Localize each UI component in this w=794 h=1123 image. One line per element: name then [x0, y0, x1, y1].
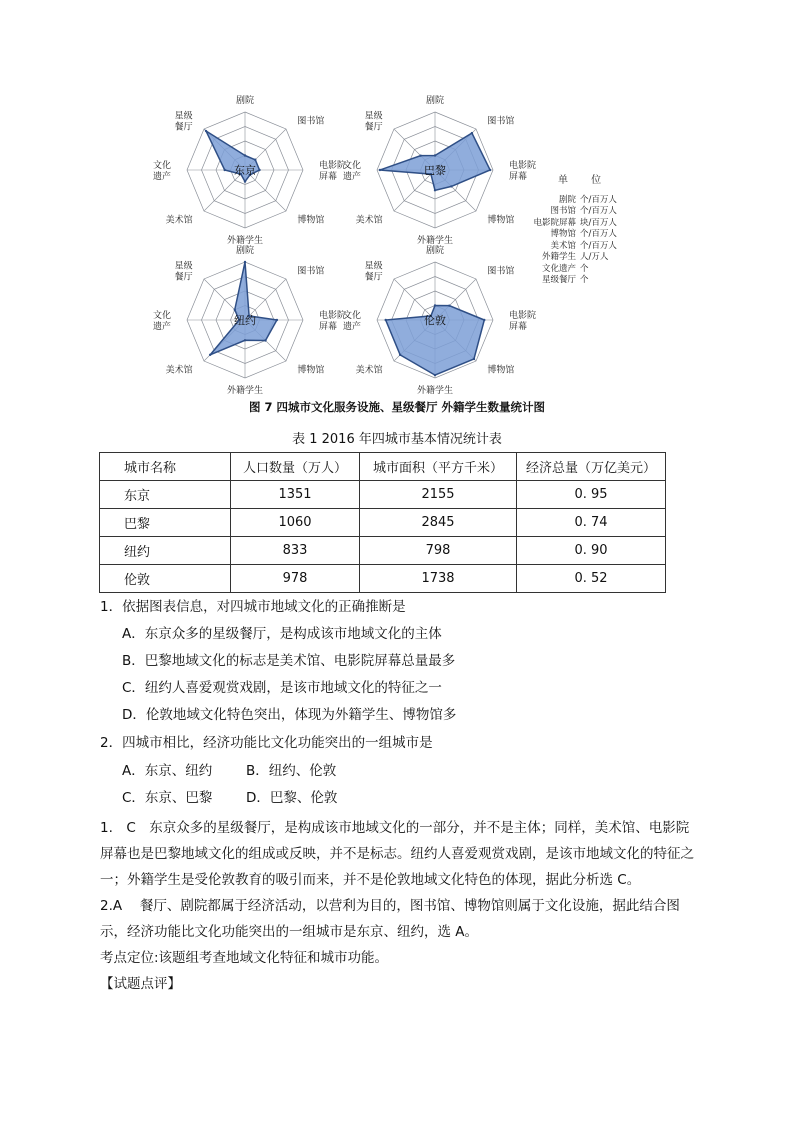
answer-2: 2.A 餐厅、剧院都属于经济活动，以营利为目的，图书馆、博物馆则属于文化设施，据此结合图示，经济功能比文化功能突出的一组城市是东京、纽约，选 A。	[100, 898, 680, 940]
radar-axis-label: 美术馆	[165, 215, 193, 226]
radar-axis-label: 文化遗产	[342, 161, 361, 182]
radar-axis-label: 星级餐厅	[364, 261, 383, 283]
radar-point	[419, 154, 421, 156]
radar-axis-label: 图书馆	[297, 116, 325, 127]
question-1-option-b: B．巴黎地域文化的标志是美术馆、电影院屏幕总量最多	[122, 653, 456, 669]
table-row	[100, 565, 666, 593]
cell-economy: 0. 95	[517, 481, 666, 509]
radar-point	[244, 261, 246, 263]
radar-axis-label: 外籍学生	[416, 236, 454, 246]
radar-axis-label: 文化遗产	[152, 161, 171, 182]
radar-axis-label: 电影院屏幕	[509, 161, 537, 182]
radar-point	[264, 339, 266, 341]
radar-point	[483, 319, 485, 321]
unit-value: 个/百万人	[580, 240, 617, 251]
radar-axis-label: 外籍学生	[226, 236, 264, 246]
radar-axis-label: 博物馆	[297, 215, 325, 226]
radar-point	[473, 358, 475, 360]
question-2-option-c: C．东京、巴黎	[122, 790, 213, 806]
radar-point	[209, 354, 211, 356]
table-row	[100, 481, 666, 509]
unit-value: 个/百万人	[580, 229, 617, 239]
radar-point	[244, 339, 246, 341]
table-header-row	[100, 453, 666, 481]
radar-figure	[150, 95, 620, 395]
unit-legend	[512, 175, 617, 287]
unit-row	[512, 252, 617, 264]
radar-axis-label: 星级餐厅	[364, 111, 383, 133]
radar-point	[385, 319, 387, 321]
unit-row	[512, 195, 617, 207]
radar-axis-label: 星级餐厅	[174, 261, 193, 283]
header-city: 城市名称	[100, 453, 231, 481]
radar-axis-label: 图书馆	[487, 116, 515, 127]
unit-row	[512, 241, 617, 253]
cell-area: 2845	[360, 509, 517, 537]
radar-axis-label: 剧院	[425, 246, 445, 256]
radar-axis-label: 电影院屏幕	[319, 311, 347, 332]
cell-population: 1060	[231, 509, 360, 537]
unit-key: 美术馆	[550, 240, 576, 251]
radar-axis-label: 电影院屏幕	[319, 161, 347, 182]
radar-axis-label: 图书馆	[297, 266, 325, 277]
radar-axis-label: 外籍学生	[416, 386, 454, 395]
cell-population: 1351	[231, 481, 360, 509]
radar-point	[258, 169, 260, 171]
unit-row	[512, 264, 617, 276]
figure-caption: 图 7 四城市文化服务设施、星级餐厅 外籍学生数量统计图	[248, 400, 545, 414]
radar-axis-label: 图书馆	[487, 266, 515, 277]
unit-row	[512, 206, 617, 218]
unit-key: 博物馆	[550, 229, 576, 239]
answer-1: 1. C 东京众多的星级餐厅，是构成该市地域文化的一部分，并不是主体；同样，美术馆、电影院屏幕也是巴黎地域文化的组成或反映，并不是标志。纽约人喜爱观赏戏剧，是该市地域文化的特征之一；外籍学生是受伦敦教育的吸引而来，并不是伦敦地域文化特色的体现，据此分析选 C。	[100, 820, 694, 888]
radar-point	[448, 304, 450, 306]
question-2-option-a: A．东京、纽约	[122, 763, 213, 779]
unit-value: 人/万人	[580, 252, 609, 262]
cell-city: 东京	[100, 481, 231, 509]
question-1-option-a: A．东京众多的星级餐厅，是构成该市地域文化的主体	[122, 626, 442, 642]
radar-point	[244, 154, 246, 156]
radar-city-label: 巴黎	[424, 164, 446, 177]
radar-axis-label: 美术馆	[355, 215, 383, 226]
radar-axis-label: 电影院屏幕	[509, 311, 537, 332]
cell-economy: 0. 52	[517, 565, 666, 593]
unit-row	[512, 275, 617, 287]
question-2-option-d: D．巴黎、伦敦	[246, 790, 338, 806]
unit-value: 块/百万人	[580, 217, 617, 228]
cell-city: 巴黎	[100, 509, 231, 537]
radar-point	[276, 319, 278, 321]
cell-area: 1738	[360, 565, 517, 593]
unit-row	[512, 218, 617, 230]
unit-key: 星级餐厅	[541, 275, 576, 285]
unit-key: 电影院屏幕	[533, 217, 576, 228]
header-economy: 经济总量（万亿美元）	[517, 453, 666, 481]
question-2-stem: 2．四城市相比，经济功能比文化功能突出的一组城市是	[100, 735, 433, 751]
radar-point	[471, 132, 473, 134]
city-stats-table	[99, 452, 666, 593]
comment-heading: 【试题点评】	[100, 976, 181, 992]
radar-point	[244, 180, 246, 182]
unit-key: 剧院	[558, 194, 576, 205]
question-1-option-c: C．纽约人喜爱观赏戏剧，是该市地域文化的特征之一	[122, 680, 442, 696]
radar-axis-label: 剧院	[235, 246, 255, 256]
radar-point	[224, 169, 226, 171]
cell-population: 978	[231, 565, 360, 593]
cell-city: 伦敦	[100, 565, 231, 593]
radar-axis-label: 剧院	[235, 96, 255, 106]
cell-area: 798	[360, 537, 517, 565]
radar-axis-label: 美术馆	[355, 365, 383, 376]
unit-key: 外籍学生	[541, 252, 576, 262]
radar-axis-label: 博物馆	[297, 365, 325, 376]
unit-key: 图书馆	[550, 206, 576, 216]
radar-point	[379, 169, 381, 171]
unit-value: 个/百万人	[580, 194, 617, 205]
unit-value: 个/百万人	[580, 206, 617, 216]
radar-axis-label: 文化遗产	[152, 311, 171, 332]
radar-point	[234, 309, 236, 311]
unit-row	[512, 229, 617, 241]
radar-point	[399, 354, 401, 356]
question-1-stem: 1．依据图表信息，对四城市地域文化的正确推断是	[100, 599, 406, 615]
question-1-option-d: D．伦敦地域文化特色突出，体现为外籍学生、博物馆多	[122, 707, 457, 723]
radar-axis-label: 文化遗产	[342, 311, 361, 332]
radar-axis-label: 星级餐厅	[174, 111, 193, 133]
radar-point	[450, 185, 452, 187]
radar-axis-label: 博物馆	[487, 215, 515, 226]
cell-population: 833	[231, 537, 360, 565]
radar-axis-label: 博物馆	[487, 365, 515, 376]
radar-axis-label: 剧院	[425, 96, 445, 106]
radar-point	[489, 169, 491, 171]
cell-area: 2155	[360, 481, 517, 509]
exam-point: 考点定位:该题组考查地域文化特征和城市功能。	[100, 950, 389, 966]
table-row	[100, 509, 666, 537]
radar-city-label: 伦敦	[424, 314, 446, 327]
header-population: 人口数量（万人）	[231, 453, 360, 481]
question-2-option-b: B．纽约、伦敦	[246, 763, 337, 779]
radar-series-2	[210, 262, 277, 355]
radar-axis-label: 外籍学生	[226, 386, 264, 395]
radar-point	[434, 304, 436, 306]
radar-point	[254, 159, 256, 161]
radar-point	[434, 189, 436, 191]
unit-value: 个	[580, 263, 589, 274]
radar-point	[434, 154, 436, 156]
radar-point	[434, 374, 436, 376]
radar-point	[205, 130, 207, 132]
header-area: 城市面积（平方千米）	[360, 453, 517, 481]
radar-city-label: 东京	[234, 164, 256, 177]
table-row	[100, 537, 666, 565]
answer-section	[100, 815, 700, 997]
unit-key: 文化遗产	[541, 263, 576, 274]
unit-title: 单 位	[558, 175, 612, 186]
table-caption: 表 1 2016 年四城市基本情况统计表	[292, 432, 502, 447]
unit-value: 个	[580, 275, 589, 285]
cell-economy: 0. 90	[517, 537, 666, 565]
cell-city: 纽约	[100, 537, 231, 565]
cell-economy: 0. 74	[517, 509, 666, 537]
radar-axis-label: 美术馆	[165, 365, 193, 376]
radar-city-label: 纽约	[234, 314, 256, 327]
